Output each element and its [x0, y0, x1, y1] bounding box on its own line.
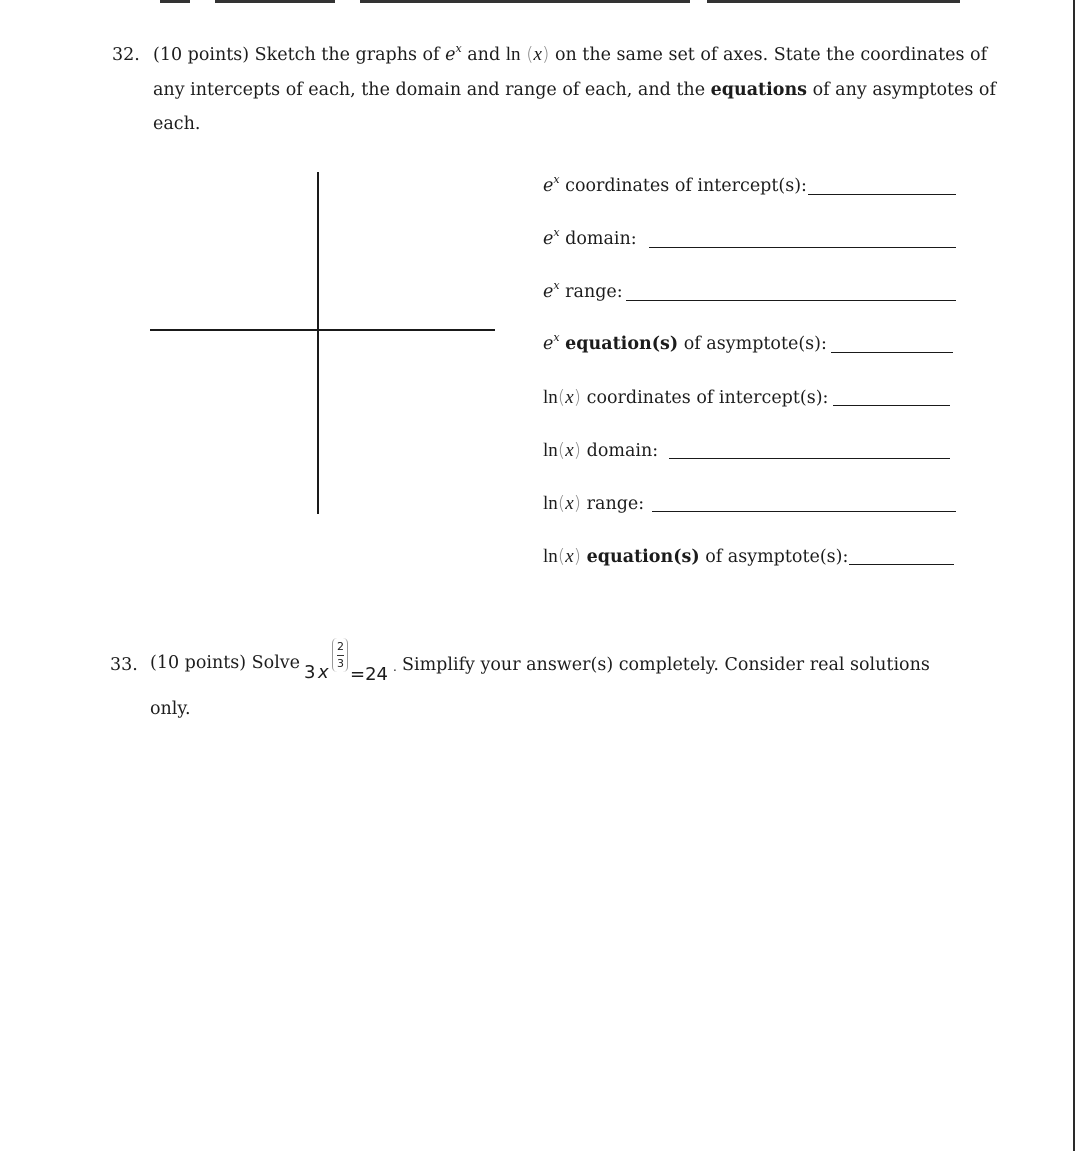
top-rule-fragment — [215, 0, 335, 3]
ln-range-field — [543, 492, 956, 515]
question-32-line-3: each. — [153, 114, 201, 134]
math-e: e — [543, 334, 554, 354]
math-exponent: x — [553, 331, 560, 344]
question-32-line-1 — [153, 42, 988, 65]
field-label: coordinates of intercept(s): — [565, 176, 807, 196]
field-label: range: — [565, 282, 623, 302]
math-var: x — [565, 546, 574, 567]
math-e: e — [543, 282, 554, 302]
math-var: x — [565, 440, 574, 461]
ln-intercept-field — [543, 386, 950, 409]
answer-blank[interactable] — [626, 300, 956, 301]
answer-blank[interactable] — [649, 247, 956, 248]
answer-blank[interactable] — [833, 405, 950, 406]
math-ln: ln — [543, 387, 558, 408]
top-rule-fragment — [160, 0, 190, 3]
field-label: coordinates of intercept(s): — [586, 388, 829, 408]
ex-range-field — [543, 279, 956, 302]
field-label: of asymptote(s): — [705, 547, 849, 567]
math-e: e — [543, 229, 554, 249]
fraction-denominator: 3 — [337, 657, 344, 670]
ln-asymptote-field — [543, 545, 954, 568]
question-number: 32. — [112, 45, 140, 65]
answer-blank[interactable] — [669, 458, 950, 459]
text: of any asymptotes of — [807, 80, 996, 100]
question-32-line-2 — [153, 82, 996, 100]
math-exponent: x — [553, 279, 560, 292]
paren-icon: ( — [557, 439, 566, 461]
equation-variable: x — [318, 662, 329, 683]
math-var: x — [565, 387, 574, 408]
math-exponent: x — [553, 226, 560, 239]
question-33-line-2: only. — [150, 699, 191, 719]
ex-domain-field — [543, 226, 956, 249]
equation-period: . — [393, 660, 397, 674]
answer-blank[interactable] — [652, 511, 956, 512]
paren-icon: ( — [557, 492, 566, 514]
math-ln: ln — [505, 44, 521, 65]
y-axis — [317, 172, 319, 514]
paren-icon: ) — [573, 439, 582, 461]
equation-coefficient: 3 — [304, 662, 316, 683]
math-var: x — [533, 44, 542, 65]
math-ln: ln — [543, 493, 558, 514]
text: on the same set of axes. State the coordinates of — [549, 45, 988, 65]
top-rule-fragment — [707, 0, 960, 3]
ex-asymptote-field — [543, 331, 953, 354]
field-label: of asymptote(s): — [683, 334, 827, 354]
field-label: range: — [586, 494, 645, 514]
question-33-instructions: Simplify your answer(s) completely. Consider real solutions — [402, 655, 930, 675]
question-number: 33. — [110, 655, 138, 675]
field-label: domain: — [565, 229, 637, 249]
paren-icon: ( — [526, 43, 534, 65]
top-rule-fragment — [360, 0, 690, 3]
math-e: e — [445, 45, 456, 65]
math-e: e — [543, 176, 554, 196]
ln-domain-field — [543, 439, 950, 462]
page-right-border — [1073, 0, 1075, 1151]
equation-rhs: =24 — [350, 664, 388, 685]
paren-icon: ) — [573, 492, 582, 514]
bold-text: equation(s) — [565, 334, 679, 354]
paren-icon: ) — [573, 386, 582, 408]
math-exponent: x — [455, 42, 462, 55]
exponent-fraction — [332, 638, 348, 672]
paren-icon: ( — [557, 545, 566, 567]
paren-icon: ) — [573, 545, 582, 567]
answer-blank[interactable] — [849, 564, 954, 565]
bold-text: equations — [710, 80, 808, 100]
x-axis — [150, 329, 495, 331]
ex-intercept-field — [543, 173, 956, 196]
answer-blank[interactable] — [831, 352, 953, 353]
text: (10 points) Sketch the graphs of — [153, 45, 446, 65]
fraction-numerator: 2 — [337, 640, 344, 653]
field-label: domain: — [586, 441, 659, 461]
answer-blank[interactable] — [808, 194, 956, 195]
paren-icon — [343, 638, 348, 672]
math-var: x — [565, 493, 574, 514]
bold-text: equation(s) — [586, 547, 700, 567]
math-ln: ln — [543, 546, 558, 567]
math-ln: ln — [543, 440, 558, 461]
question-33-prefix: (10 points) Solve — [150, 653, 301, 673]
paren-icon: ( — [557, 386, 566, 408]
text: and — [461, 45, 506, 65]
math-exponent: x — [553, 173, 560, 186]
paren-icon: ) — [541, 43, 550, 65]
text: any intercepts of each, the domain and range of each, and the — [153, 80, 711, 100]
